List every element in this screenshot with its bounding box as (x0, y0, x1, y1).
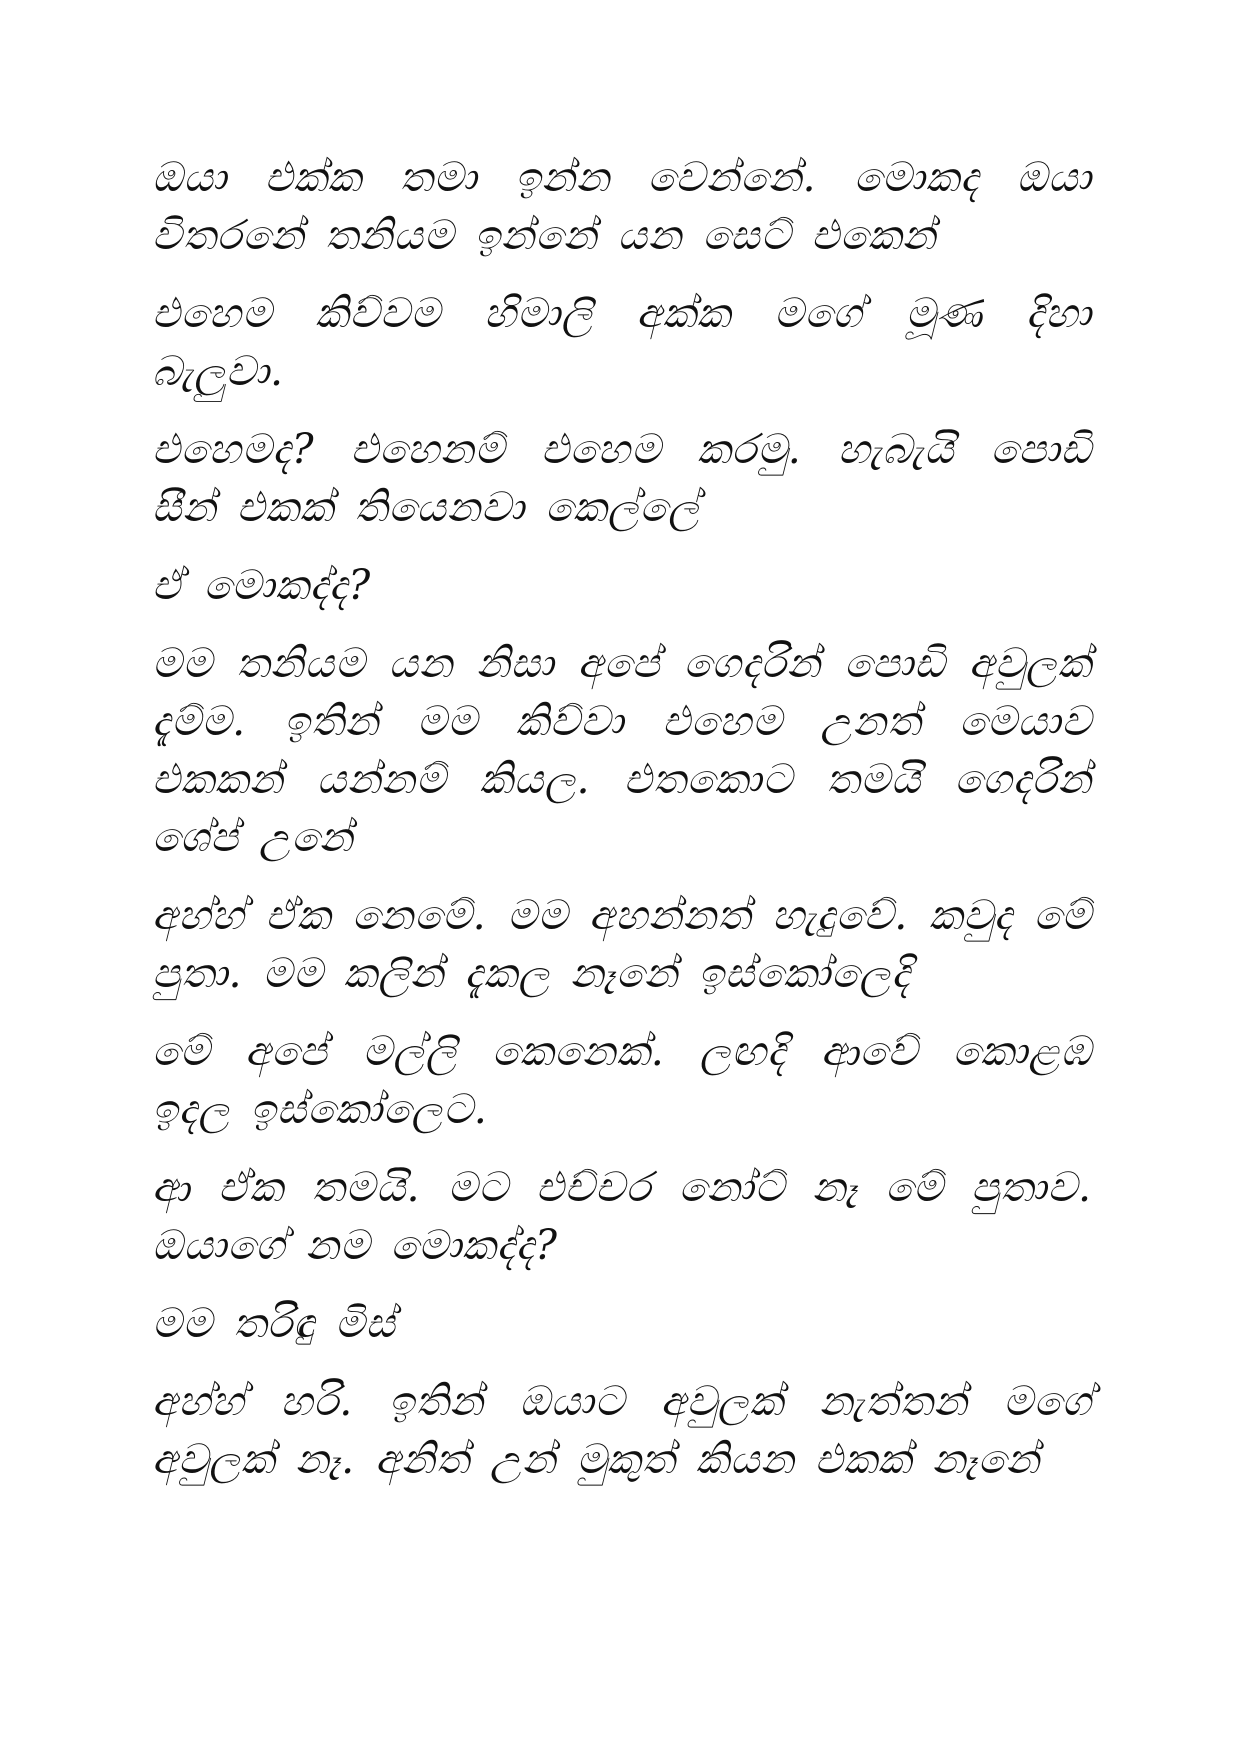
paragraph-7: මේ අපේ මල්ලි කෙනෙක්. ලඟදි ආවේ කොළඹ ඉදල ඉස්කෝලෙට. (152, 1027, 1092, 1133)
paragraph-8: ආ ඒක තමයි. මට එච්චර නෝට් නෑ මේ පුතාව. ඔයාගේ නම මොකද්ද? (152, 1163, 1092, 1269)
paragraph-1: ඔයා එක්ක තමා ඉන්න වෙන්නේ. මොකද ඔයා විතරනේ තනියම ඉන්නේ යන සෙට් එකෙන් (152, 153, 1092, 259)
paragraph-2: එහෙම කිව්වම හිමාලි අක්ක මගේ මූණ දිහා බැලුවා. (152, 289, 1092, 395)
paragraph-6: අහ්හ් ඒක නෙමේ. මම අහන්නත් හැදුවේ. කවුද මේ පුතා. මම කලින් දැකල නෑනේ ඉස්කෝලෙදි (152, 891, 1092, 997)
paragraph-10: අහ්හ් හරි. ඉතින් ඔයාට අවුලක් නැත්තන් මගේ අවුලක් නෑ. අනිත් උන් මුකුත් කියන එකක් නෑනේ (152, 1377, 1092, 1483)
paragraph-3: එහෙමද? එහෙනම් එහෙම කරමු. හැබැයි පොඩි සීන් එකක් තියෙනවා කෙල්ලේ (152, 425, 1092, 531)
paragraph-4: ඒ මොකද්ද? (152, 561, 372, 609)
document-body (152, 148, 1092, 1508)
paragraph-5: මම තනියම යන නිසා අපේ ගෙදරින් පොඩි අවුලක් දැම්ම. ඉතින් මම කිව්වා එහෙම උනත් මෙයාව එකකන් යන්නම් කියල. එතකොට තමයි ගෙදරින් ශේප් උනේ (152, 639, 1092, 861)
paragraph-9: මම තරිඳු මිස් (152, 1299, 396, 1347)
